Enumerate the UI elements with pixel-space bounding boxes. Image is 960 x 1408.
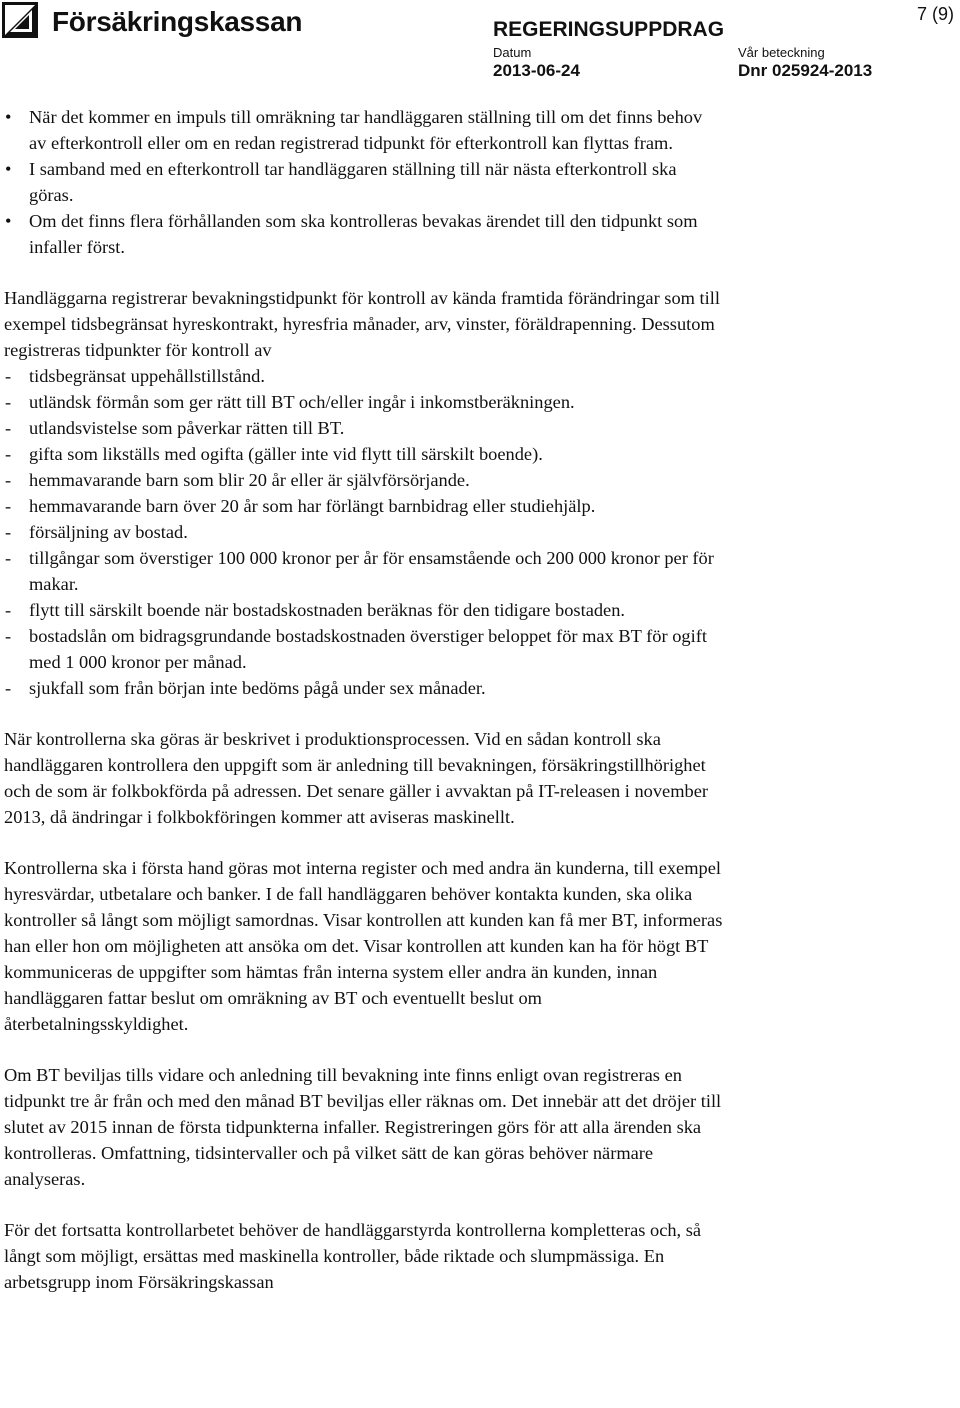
bullet-item: • Om det finns flera förhållanden som ska kontrolleras bevakas ärendet till den tidpunkt som infaller först. [4, 208, 724, 260]
dash-item: - utländsk förmån som ger rätt till BT och/eller ingår i inkomstberäkningen. [4, 389, 724, 415]
date-value: 2013-06-24 [493, 61, 580, 80]
page-header [0, 0, 960, 90]
body-paragraph: Kontrollerna ska i första hand göras mot interna register och med andra än kunderna, till exempel hyresvärdar, utbetalare och banker. I de fall handläggaren behöver kontakta kunden, ska olika kontroller så långt som möjligt samordnas. Visar kontrollen att kunden kan få mer BT, informeras han eller hon om möjligheten att ansöka om det. Visar kontrollen att kunden kan ha för högt BT kommuniceras de uppgifter som hämtas från interna system eller andra än kunden, innan handläggaren fattar beslut om omräkning av BT och eventuellt beslut om återbetalningsskyldighet. [4, 858, 723, 1034]
dash-item: - hemmavarande barn som blir 20 år eller är självförsörjande. [4, 467, 724, 493]
dash-item: - försäljning av bostad. [4, 519, 724, 545]
dash-item: - flytt till särskilt boende när bostadskostnaden beräknas för den tidigare bostaden. [4, 597, 724, 623]
body-paragraph: När kontrollerna ska göras är beskrivet i produktionsprocessen. Vid en sådan kontroll ska handläggaren kontrollera den uppgift som är anledning till bevakningen, försäkringstillhörighet och de som är folkbokförda på adressen. Det senare gäller i avvaktan på IT-releasen i november 2013, då ändringar i folkbokföringen kommer att aviseras maskinellt. [4, 729, 709, 827]
body-paragraph: Om BT beviljas tills vidare och anledning till bevakning inte finns enligt ovan registreras en tidpunkt tre år från och med den månad BT beviljas eller räknas om. Det innebär att det dröjer till slutet av 2015 innan de första tidpunkterna infaller. Registreringen görs för att alla ärenden ska kontrolleras. Omfattning, tidsintervaller och på vilket sätt de kan göras behöver närmare analyseras. [4, 1065, 722, 1189]
document-type: REGERINGSUPPDRAG [493, 18, 725, 41]
dash-item: - hemmavarande barn över 20 år som har förlängt barnbidrag eller studiehjälp. [4, 493, 724, 519]
reference-label: Vår beteckning [738, 45, 825, 60]
dash-item: - bostadslån om bidragsgrundande bostadskostnaden överstiger beloppet för max BT för ogift med 1 000 kronor per månad. [4, 623, 724, 675]
bullet-item: • I samband med en efterkontroll tar handläggaren ställning till när nästa efterkontroll ska göras. [4, 156, 724, 208]
date-label: Datum [493, 45, 532, 60]
document-body [4, 104, 724, 1295]
dash-item: - gifta som likställs med ogifta (gäller inte vid flytt till särskilt boende). [4, 441, 724, 467]
bullet-list [4, 104, 724, 260]
dash-item: - tillgångar som överstiger 100 000 kronor per år för ensamstående och 200 000 kronor per för makar. [4, 545, 724, 597]
control-dash-list [4, 363, 724, 701]
dash-item: - sjukfall som från början inte bedöms pågå under sex månader. [4, 675, 724, 701]
reference-value: Dnr 025924-2013 [738, 61, 873, 80]
body-paragraph: För det fortsatta kontrollarbetet behöver de handläggarstyrda kontrollerna kompletteras och, så långt som möjligt, ersättas med maskinella kontroller, både riktade och slumpmässiga. En arbetsgrupp inom Försäkringskassan [4, 1220, 702, 1292]
dash-item: - tidsbegränsat uppehållstillstånd. [4, 363, 724, 389]
forsakringskassan-logo-icon [2, 2, 38, 38]
logo-wordmark: Försäkringskassan [52, 6, 303, 37]
intro-paragraph: Handläggarna registrerar bevakningstidpunkt för kontroll av kända framtida förändringar som till exempel tidsbegränsat hyreskontrakt, hyresfria månader, arv, vinster, föräldrapenning. Dessutom registreras tidpunkter för kontroll av [4, 288, 720, 360]
dash-item: - utlandsvistelse som påverkar rätten till BT. [4, 415, 724, 441]
page-number: 7 (9) [916, 4, 954, 24]
bullet-item: • När det kommer en impuls till omräkning tar handläggaren ställning till om det finns behov av efterkontroll eller om en redan registrerad tidpunkt för efterkontroll kan flyttas fram. [4, 104, 724, 156]
